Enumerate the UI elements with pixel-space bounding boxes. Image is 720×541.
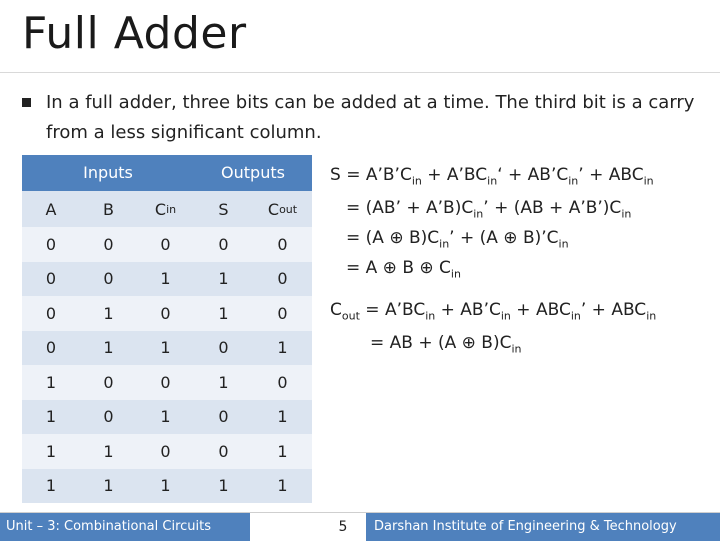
table-cell-cin: 0	[160, 441, 171, 461]
table-cell-a: 0	[45, 303, 57, 323]
table-row	[22, 400, 312, 435]
table-row	[22, 365, 312, 400]
sum-equation-line-2: = (AB’ + $A’B)C_{in}$’ + $(AB + A’B’)C_{in}$	[346, 198, 632, 221]
bullet-point	[22, 88, 702, 148]
footer-institute-label: Darshan Institute of Engineering & Technology	[366, 513, 720, 541]
table-row	[22, 262, 312, 297]
table-cell-s: 1	[218, 476, 229, 496]
table-cell-b: 0	[103, 269, 114, 289]
title-divider	[0, 72, 720, 73]
table-cell-s: 1	[218, 372, 229, 392]
table-row	[22, 296, 312, 331]
table-cell-cout: 1	[277, 407, 288, 427]
table-cell-cin: 0	[160, 234, 171, 254]
table-cell-cin: 1	[160, 476, 171, 496]
column-header-cout: C out	[267, 199, 298, 219]
truth-table	[22, 155, 312, 503]
table-cell-a: 0	[45, 338, 57, 358]
carry-equation-line-1: $C_{out}$ = $A’BC_{in}$ + $AB’C_{in} + ABC_{in}$’ + $ABC_{in}$	[330, 300, 657, 323]
table-cell-cout: 0	[277, 234, 288, 254]
table-cell-a: 1	[45, 476, 57, 496]
table-cell-s: 1	[218, 269, 229, 289]
table-cell-a: 0	[45, 269, 57, 289]
table-group-header	[22, 155, 312, 191]
column-header-row	[22, 191, 312, 227]
table-cell-cout: 1	[277, 476, 288, 496]
table-cell-cin: 0	[160, 372, 171, 392]
table-row	[22, 227, 312, 262]
table-cell-a: 1	[45, 407, 57, 427]
table-cell-s: 0	[218, 234, 229, 254]
table-cell-b: 0	[103, 372, 114, 392]
table-cell-b: 1	[103, 476, 114, 496]
sum-equation-line-4: = A ⊕ B ⊕ $C_{in}$	[346, 258, 461, 281]
carry-equation-line-2: = AB + (A ⊕ $B)C_{in}$	[370, 333, 522, 356]
table-cell-a: 0	[45, 234, 57, 254]
table-cell-cout: 1	[277, 338, 288, 358]
table-cell-b: 1	[103, 338, 114, 358]
footer-unit-label: Unit – 3: Combinational Circuits	[0, 513, 250, 541]
table-row	[22, 331, 312, 366]
column-header-a: A	[45, 199, 57, 219]
table-cell-cout: 0	[277, 269, 288, 289]
outputs-group-label: Outputs	[221, 163, 285, 182]
table-cell-a: 1	[45, 441, 57, 461]
slide-footer	[0, 512, 720, 541]
table-cell-s: 0	[218, 441, 229, 461]
table-cell-s: 0	[218, 338, 229, 358]
inputs-group-label: Inputs	[83, 163, 133, 182]
table-cell-cout: 0	[277, 303, 288, 323]
table-row	[22, 434, 312, 469]
table-cell-b: 1	[103, 303, 114, 323]
page-number: 5	[338, 519, 348, 535]
square-bullet-icon	[22, 98, 31, 107]
table-cell-s: 0	[218, 407, 229, 427]
column-header-cin: C in	[154, 199, 177, 219]
bullet-text: In a full adder, three bits can be added at a time. The third bit is a carry from a less significant column.	[46, 92, 695, 143]
table-cell-cout: 0	[277, 372, 288, 392]
table-cell-b: 0	[103, 407, 114, 427]
table-cell-cin: 1	[160, 407, 171, 427]
column-header-b: B	[103, 199, 114, 219]
table-cell-b: 0	[103, 234, 114, 254]
column-header-s: S	[218, 199, 229, 219]
table-cell-cout: 1	[277, 441, 288, 461]
table-cell-a: 1	[45, 372, 57, 392]
table-cell-cin: 1	[160, 338, 171, 358]
table-cell-cin: 0	[160, 303, 171, 323]
slide-title: Full Adder	[22, 8, 247, 59]
table-cell-s: 1	[218, 303, 229, 323]
sum-equation-line-1: $S = A’B’C_{in}$ + $A’BC_{in}‘$ + $AB’C_{in}$’ + $ABC_{in}$	[330, 165, 654, 188]
table-row	[22, 469, 312, 504]
table-cell-cin: 1	[160, 269, 171, 289]
sum-equation-line-3: = (A ⊕ $B)C_{in}$’ + (A ⊕ $B)’C_{in}$	[346, 228, 569, 251]
table-cell-b: 1	[103, 441, 114, 461]
table-body	[22, 227, 312, 503]
